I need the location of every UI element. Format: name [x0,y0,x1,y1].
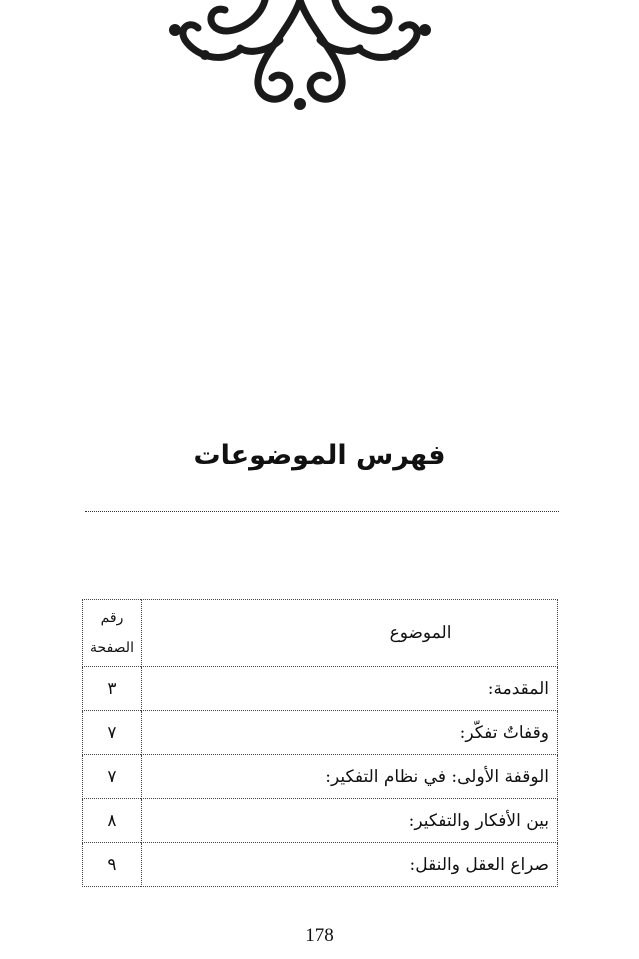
row-page: ٨ [83,799,142,843]
row-topic: بين الأفكار والتفكير: [142,799,558,843]
row-topic: المقدمة: [142,667,558,711]
row-page: ٧ [83,711,142,755]
row-topic: وقفاتٌ تفكّر: [142,711,558,755]
row-topic: الوقفة الأولى: في نظام التفكير: [142,755,558,799]
header-topic: الموضوع [142,600,558,667]
table-row [83,755,558,799]
row-topic: صراع العقل والنقل: [142,843,558,887]
decorative-ornament [140,0,460,112]
table-row [83,799,558,843]
row-page: ٧ [83,755,142,799]
dotted-divider [85,511,559,512]
table-row [83,667,558,711]
row-page: ٣ [83,667,142,711]
toc-table [82,599,558,887]
page-title: فهرس الموضوعات [193,440,446,471]
header-page-line1: رقم [100,610,124,626]
header-page-line2: الصفحة [90,640,134,656]
table-header-row [83,600,558,667]
header-page [83,600,142,667]
row-page: ٩ [83,843,142,887]
table-row [83,843,558,887]
page-number: 178 [305,925,334,946]
table-row [83,711,558,755]
